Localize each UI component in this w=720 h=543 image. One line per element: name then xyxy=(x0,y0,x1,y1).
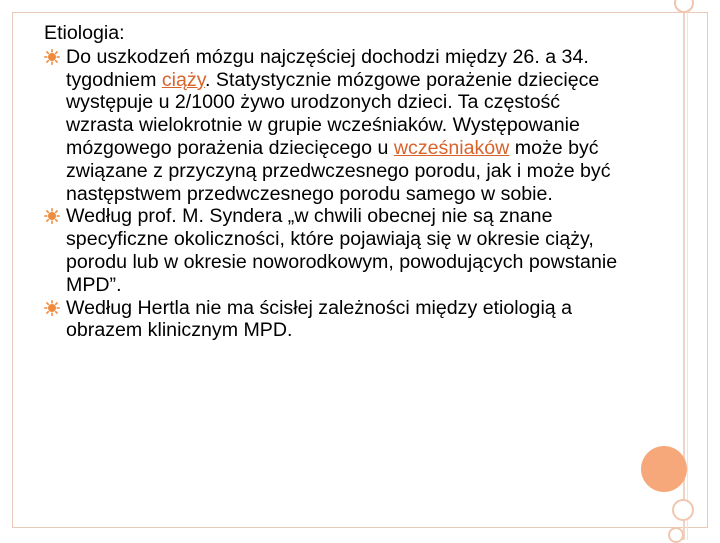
bullet-item xyxy=(44,297,624,343)
bullet-item xyxy=(44,205,624,296)
bullet-text: Do uszkodzeń mózgu najczęściej dochodzi między 26. a 34. tygodniem xyxy=(66,45,589,91)
decorative-circle-bottom xyxy=(668,527,684,543)
slide-heading: Etiologia: xyxy=(44,22,125,44)
sun-bullet-icon xyxy=(44,300,60,316)
decorative-circle-small xyxy=(672,499,694,521)
bullet-text: Według prof. M. Syndera „w chwili obecnej nie są znane specyficzne okoliczności, które pojawiają się w okresie ciąży, porodu lub w okresie noworodkowym, powodujących powstanie MPD”. xyxy=(66,205,618,296)
slide-content xyxy=(44,22,624,342)
bullet-text: może być związane z przyczyną przedwczesnego porodu, jak i może być następstwem przedwczesnego porodu samego w sobie. xyxy=(66,136,611,205)
bullet-item xyxy=(44,46,624,206)
sun-bullet-icon xyxy=(44,208,60,224)
decorative-circle-orange xyxy=(641,446,687,492)
link-ciazy[interactable]: ciąży xyxy=(161,68,206,91)
bullet-text: Według Hertla nie ma ścisłej zależności między etiologią a obrazem klinicznym MPD. xyxy=(66,296,573,342)
bullet-list xyxy=(44,46,624,342)
bullet-text: . Statystycznie mózgowe porażenie dziecięce występuje u 2/1000 żywo urodzonych dzieci. Ta częstość wzrasta wielokrotnie w grupie wcześniaków. Występowanie mózgowego porażenia dziecięcego u xyxy=(66,68,600,159)
sun-bullet-icon xyxy=(44,49,60,65)
link-wczesniakow[interactable]: wcześniaków xyxy=(393,136,510,159)
